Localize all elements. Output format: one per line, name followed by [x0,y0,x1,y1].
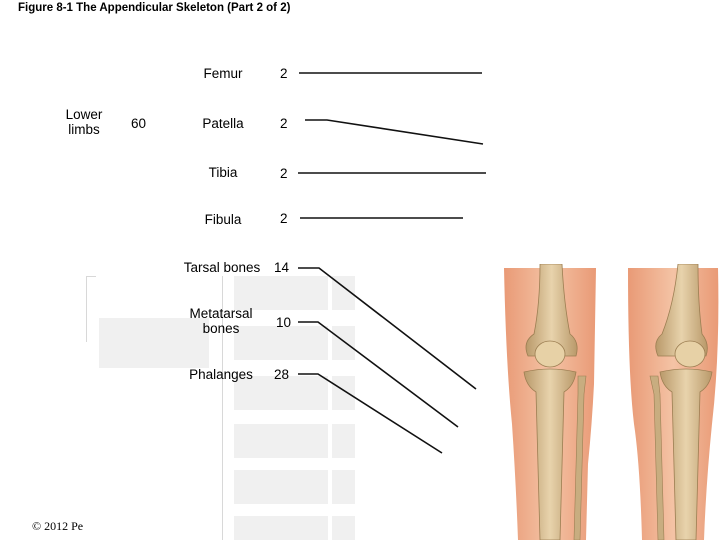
bone-count-tarsal: 14 [274,260,290,275]
bone-count-patella: 2 [280,116,288,131]
bone-count-fibula: 2 [280,211,288,226]
bone-label-tarsal: Tarsal bones [183,260,261,275]
bone-count-metatarsal: 10 [276,315,292,330]
bone-count-phalanges: 28 [274,367,290,382]
group-count: 60 [131,116,147,131]
leader-line-tarsal [298,268,476,389]
bone-label-patella: Patella [202,116,244,131]
bone-label-phalanges: Phalanges [189,367,253,382]
leader-line-phalanges [298,374,442,453]
bone-label-tibia: Tibia [208,165,238,180]
bone-count-tibia: 2 [280,166,288,181]
group-label: Lower limbs [65,107,103,137]
bone-label-metatarsal: Metatarsal bones [189,306,253,336]
copyright-text: © 2012 Pe [32,519,84,533]
bone-label-fibula: Fibula [204,212,242,227]
figure-title: Figure 8-1 The Appendicular Skeleton (Part 2 of 2) [18,2,291,14]
bone-label-femur: Femur [203,66,243,81]
bone-count-femur: 2 [280,66,288,81]
leader-line-metatarsal [298,322,458,427]
leader-line-patella [305,120,483,144]
